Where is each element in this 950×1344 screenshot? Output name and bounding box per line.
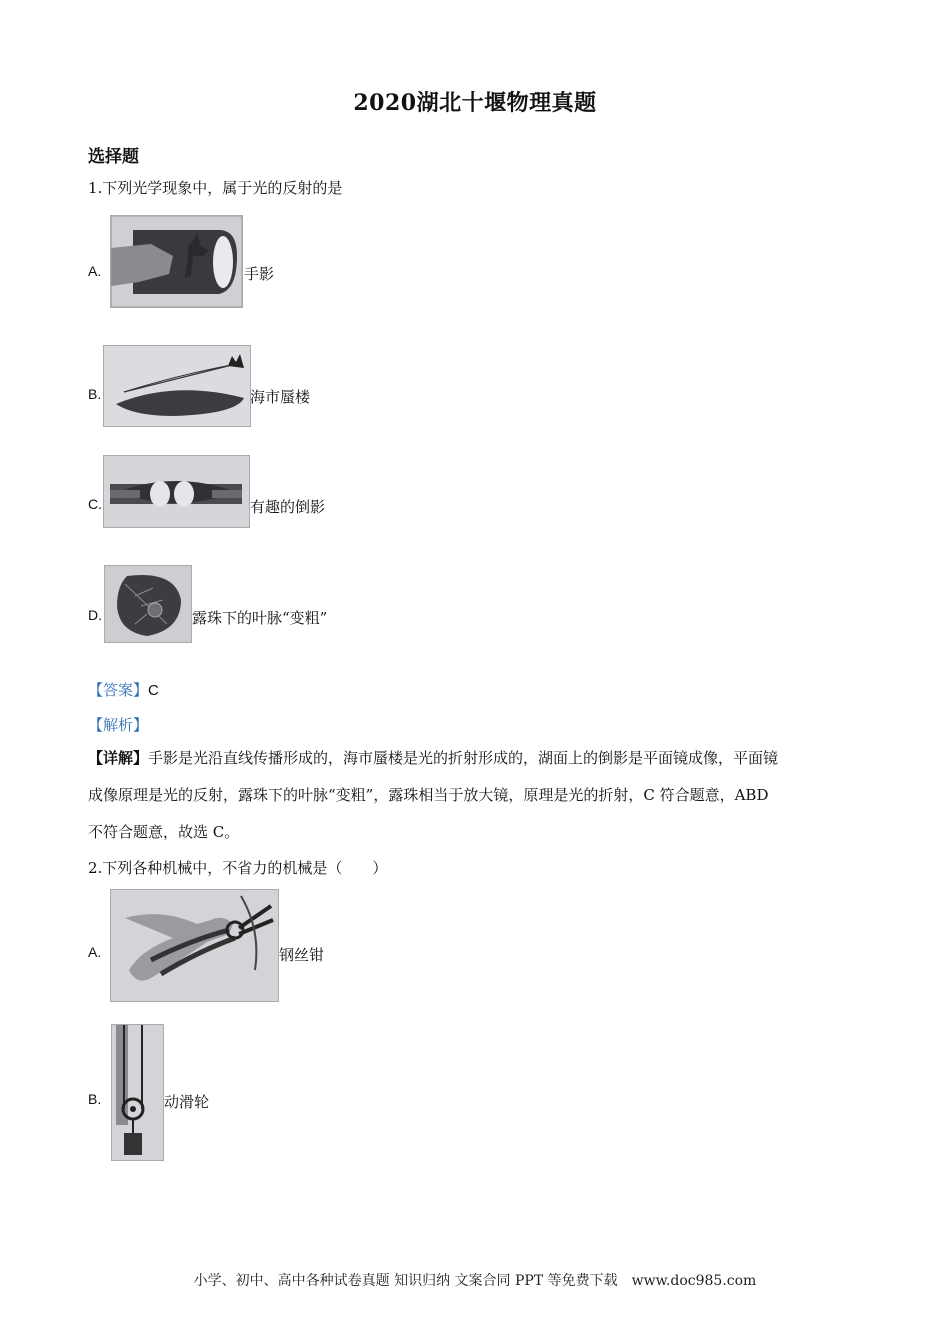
section-heading: 选择题 — [88, 147, 139, 167]
q2-option-b-text: 动滑轮 — [164, 1093, 210, 1111]
answer-tag: 【答案】 — [88, 681, 149, 699]
pliers-image — [110, 889, 279, 1002]
document-title: 2020湖北十堰物理真题 — [353, 90, 597, 116]
detail-line-2: 成像原理是光的反射，露珠下的叶脉“变粗”，露珠相当于放大镜，原理是光的折射，C 符合题意，ABD — [88, 786, 769, 804]
leaf-dewdrop-image — [104, 565, 192, 643]
q2-option-b-label: B. — [88, 1091, 102, 1107]
q2-option-a-text: 钢丝钳 — [279, 946, 325, 964]
q1-option-d-text: 露珠下的叶脉“变粗” — [192, 609, 328, 627]
q1-option-a-label: A. — [88, 263, 102, 279]
mirage-image — [103, 345, 251, 427]
reflection-image — [103, 455, 250, 528]
q1-option-d-label: D. — [88, 607, 102, 623]
q1-option-a-text: 手影 — [244, 265, 275, 283]
movable-pulley-image — [111, 1024, 164, 1161]
q1-option-b-text: 海市蜃楼 — [250, 388, 311, 406]
q2-option-a-label: A. — [88, 944, 102, 960]
detail-tag: 【详解】 — [88, 749, 149, 767]
detail-line-3: 不符合题意，故选 C。 — [88, 823, 240, 841]
q1-option-c-label: C. — [88, 496, 102, 512]
detail-paragraph — [88, 740, 868, 851]
question-2-stem: 2.下列各种机械中，不省力的机械是（ ） — [88, 859, 388, 877]
hand-shadow-image — [110, 215, 243, 308]
detail-line-1: 手影是光沿直线传播形成的，海市蜃楼是光的折射形成的，湖面上的倒影是平面镜成像，平面镜 — [148, 749, 779, 767]
q1-option-b-label: B. — [88, 386, 102, 402]
analysis-tag: 【解析】 — [88, 716, 149, 734]
answer-value: C — [148, 682, 159, 699]
question-1-stem: 1.下列光学现象中，属于光的反射的是 — [88, 179, 343, 197]
q1-option-c-text: 有趣的倒影 — [250, 498, 326, 516]
page-footer: 小学、初中、高中各种试卷真题 知识归纳 文案合同 PPT 等免费下载 www.doc985.com — [193, 1273, 757, 1289]
